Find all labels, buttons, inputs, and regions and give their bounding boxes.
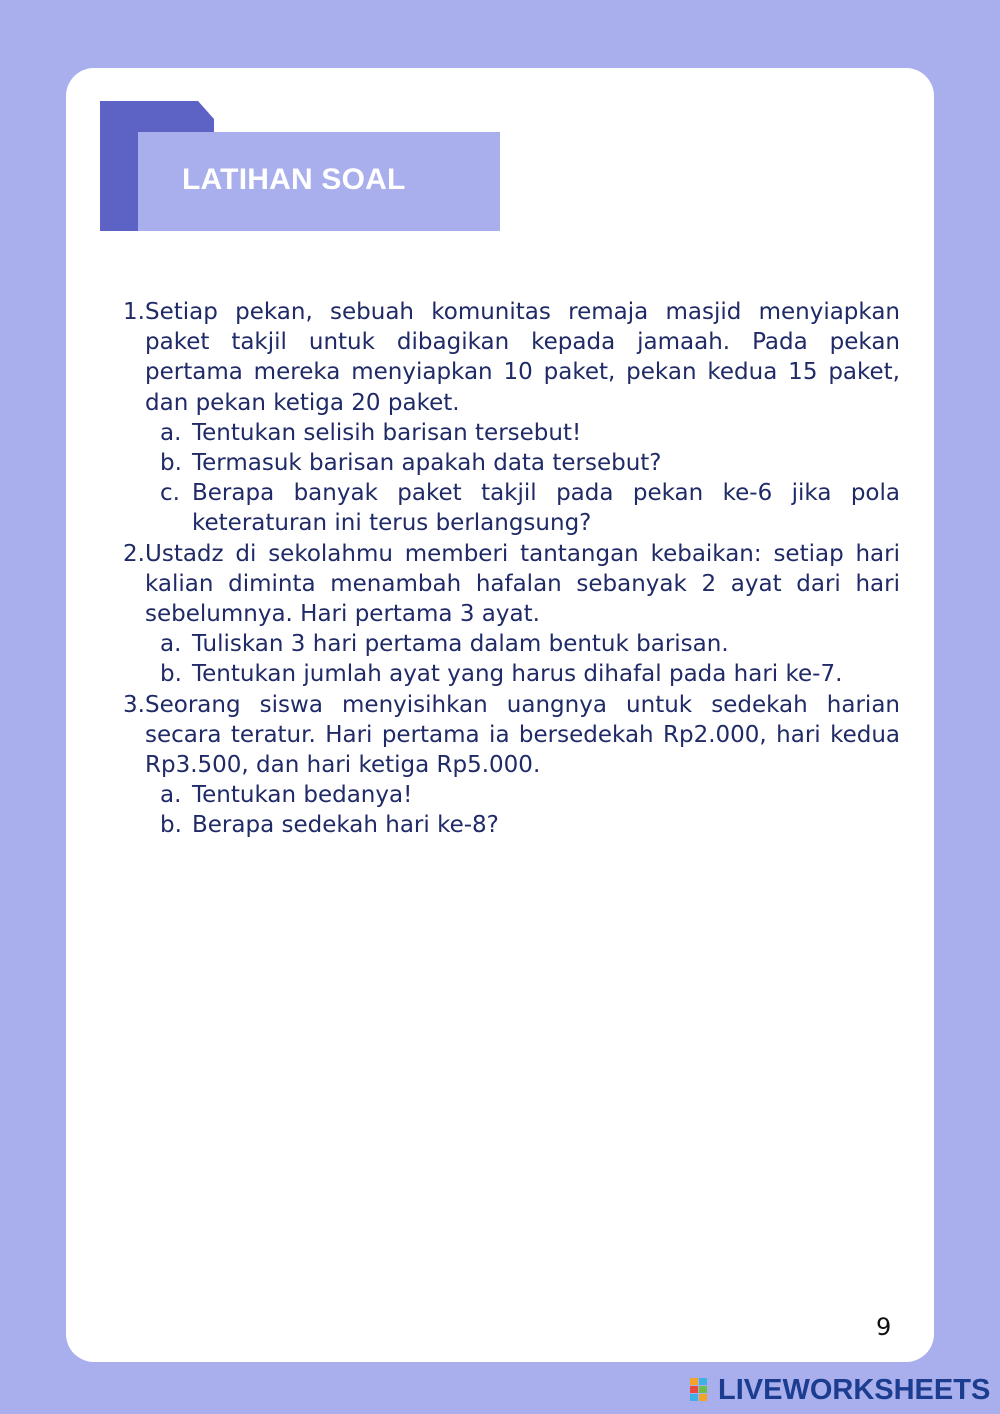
page-title: LATIHAN SOAL — [182, 163, 406, 196]
question-number: 2. — [123, 540, 145, 567]
sub-question — [160, 810, 900, 840]
sub-question-letter: a. — [160, 419, 182, 446]
sub-question-text: Tentukan jumlah ayat yang harus dihafal pada hari ke-7. — [192, 661, 843, 688]
liveworksheets-logo-text: LIVEWORKSHEETS — [718, 1373, 991, 1406]
sub-question-letter: b. — [160, 812, 182, 839]
question-text: Ustadz di sekolahmu memberi tantangan kebaikan: setiap hari kalian diminta menambah hafalan sebanyak 2 ayat dari hari sebelumnya. Hari pertama 3 ayat. — [145, 540, 900, 628]
liveworksheets-logo-icon — [690, 1378, 716, 1402]
question-text: Seorang siswa menyisihkan uangnya untuk sedekah harian secara teratur. Hari pertama ia bersedekah Rp2.000, hari kedua Rp3.500, dan hari ketiga Rp5.000. — [145, 691, 900, 779]
question-2-subitems — [160, 629, 900, 689]
sub-question-text: Berapa sedekah hari ke-8? — [192, 812, 499, 839]
sub-question — [160, 418, 900, 448]
sub-question — [160, 478, 900, 538]
sub-question-text: Tentukan selisih barisan tersebut! — [192, 419, 582, 446]
liveworksheets-logo — [690, 1374, 990, 1406]
question-3-subitems — [160, 780, 900, 840]
sub-question — [160, 780, 900, 810]
sub-question-text: Tuliskan 3 hari pertama dalam bentuk barisan. — [192, 631, 729, 658]
sub-question-text: Tentukan bedanya! — [192, 782, 413, 809]
sub-question — [160, 629, 900, 659]
question-3 — [118, 690, 900, 781]
sub-question — [160, 659, 900, 689]
question-1-subitems — [160, 418, 900, 539]
sub-question-text: Termasuk barisan apakah data tersebut? — [192, 450, 662, 477]
sub-question-letter: b. — [160, 450, 182, 477]
question-text: Setiap pekan, sebuah komunitas remaja masjid menyiapkan paket takjil untuk dibagikan kepada jamaah. Pada pekan pertama mereka menyiapkan 10 paket, pekan kedua 15 paket, dan pekan ketiga 20 paket. — [145, 299, 900, 416]
sub-question-text: Berapa banyak paket takjil pada pekan ke-6 jika pola keteraturan ini terus berlangsung? — [192, 480, 900, 537]
question-1 — [118, 297, 900, 418]
sub-question-letter: b. — [160, 661, 182, 688]
sub-question-letter: c. — [160, 480, 180, 507]
sub-question — [160, 448, 900, 478]
sub-question-letter: a. — [160, 782, 182, 809]
question-2 — [118, 539, 900, 630]
sub-question-letter: a. — [160, 631, 182, 658]
page-number: 9 — [876, 1313, 892, 1341]
question-number: 3. — [123, 691, 145, 718]
question-number: 1. — [123, 299, 145, 325]
question-list — [118, 297, 900, 841]
